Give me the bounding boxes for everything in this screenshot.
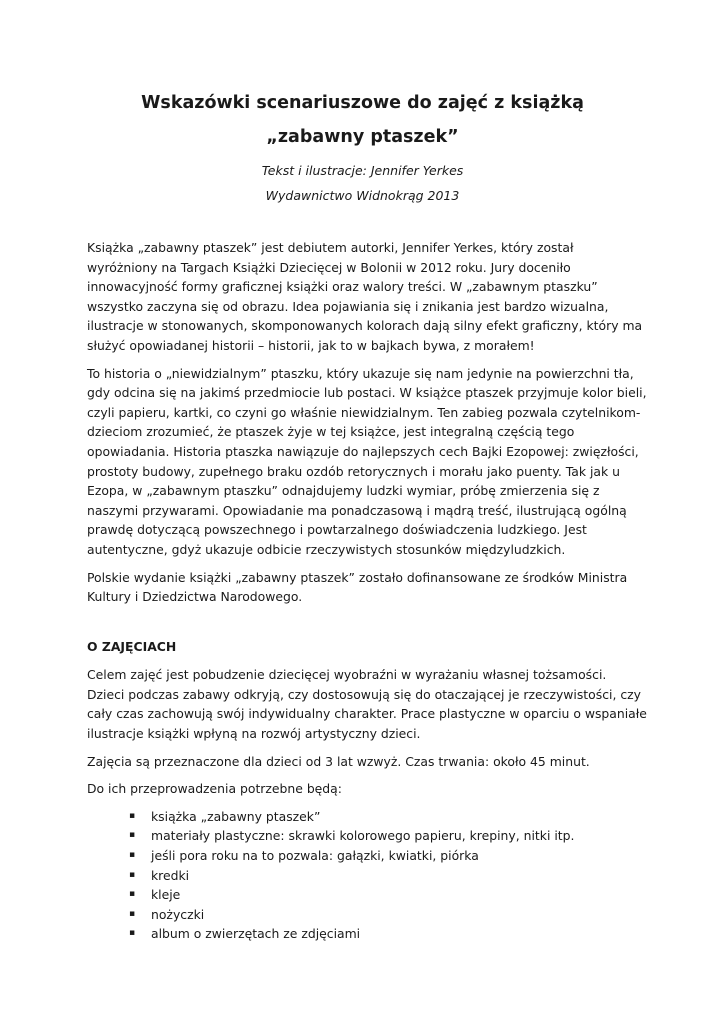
bullet-icon: ▪ — [129, 869, 136, 880]
intro-paragraph: Polskie wydanie książki „zabawny ptaszek” zostało dofinansowane ze środków Ministra Kultury i Dziedzictwa Narodowego. — [87, 569, 628, 605]
list-item — [129, 846, 647, 866]
author-line: Tekst i ilustracje: Jennifer Yerkes — [261, 163, 464, 178]
intro-paragraph: Książka „zabawny ptaszek” jest debiutem autorki, Jennifer Yerkes, który został wyróżniony na Targach Książki Dziecięcej w Bolonii w 2012 roku. Jury doceniło innowacyjność formy graficznej książki oraz walory treści. W „zabawnym ptaszku” wszystko zaczyna się od obrazu. Idea pojawiania się i znikania jest bardzo wizualna, ilustracje w stonowanych, skomponowanych kolorach dają silny efekt graficzny, który ma służyć opowiadanej historii – historii, jak to w bajkach bywa, z morałem! — [87, 240, 643, 353]
list-item — [129, 826, 647, 846]
section-paragraph: Zajęcia są przeznaczone dla dzieci od 3 lat wzwyż. Czas trwania: około 45 minut. — [87, 753, 590, 769]
publisher-line: Wydawnictwo Widnokrąg 2013 — [265, 188, 460, 203]
document-body — [87, 238, 647, 944]
bullet-icon: ▪ — [129, 850, 136, 861]
page-title: Wskazówki scenariuszowe do zajęć z książką — [141, 93, 584, 113]
list-item-text: jeśli pora roku na to pozwala: gałązki, kwiatki, piórka — [151, 848, 479, 864]
list-item-text: książka „zabawny ptaszek” — [151, 808, 321, 824]
section-heading: O ZAJĘCIACH — [87, 638, 177, 654]
materials-list — [87, 807, 647, 944]
bullet-icon: ▪ — [129, 889, 136, 900]
list-item-text: materiały plastyczne: skrawki kolorowego papieru, krepiny, nitki itp. — [151, 828, 575, 844]
list-item — [129, 905, 647, 925]
list-item-text: kleje — [151, 887, 181, 903]
bullet-icon: ▪ — [129, 928, 136, 939]
section-paragraph: Do ich przeprowadzenia potrzebne będą: — [87, 781, 342, 797]
list-item — [129, 924, 647, 944]
intro-paragraph: To historia o „niewidzialnym” ptaszku, który ukazuje się nam jedynie na powierzchni tła, gdy odcina się na jakimś przedmiocie lub postaci. W książce ptaszek przyjmuje kolor bieli, czyli papieru, kartki, co czyni go właśnie niewidzialnym. Ten zabieg pozwala czytelnikom-dzieciom zrozumieć, że ptaszek żyje w tej książce, jest integralną częścią tego opowiadania. Historia ptaszka nawiązuje do najlepszych cech Bajki Ezopowej: zwięzłości, prostoty budowy, zupełnego braku ozdób retorycznych i morału jako puenty. Tak jak u Ezopa, w „zabawnym ptaszku” odnajdujemy ludzki wymiar, próbę zmierzenia się z naszymi przywarami. Opowiadanie ma ponadczasową i mądrą treść, ilustrującą ogólną prawdę dotyczącą powszechnego i powtarzalnego doświadczenia ludzkiego. Jest autentyczne, gdyż ukazuje odbicie rzeczywistych stosunków międzyludzkich. — [87, 365, 647, 557]
list-item-text: nożyczki — [151, 906, 205, 922]
list-item — [129, 866, 647, 886]
list-item — [129, 885, 647, 905]
list-item-text: album o zwierzętach ze zdjęciami — [151, 926, 361, 942]
section-paragraph: Celem zajęć jest pobudzenie dziecięcej wyobraźni w wyrażaniu własnej tożsamości. Dzieci podczas zabawy odkryją, czy dostosowują się do otaczającej je rzeczywistości, czy cały czas zachowują swój indywidualny charakter. Prace plastyczne w oparciu o wspaniałe ilustracje książki wpłyną na rozwój artystyczny dzieci. — [87, 667, 647, 742]
bullet-icon: ▪ — [129, 908, 136, 919]
list-item — [129, 807, 647, 827]
bullet-icon: ▪ — [129, 810, 136, 821]
list-item-text: kredki — [151, 867, 190, 883]
bullet-icon: ▪ — [129, 830, 136, 841]
book-title: „zabawny ptaszek” — [266, 127, 459, 147]
section-gap — [87, 615, 647, 637]
